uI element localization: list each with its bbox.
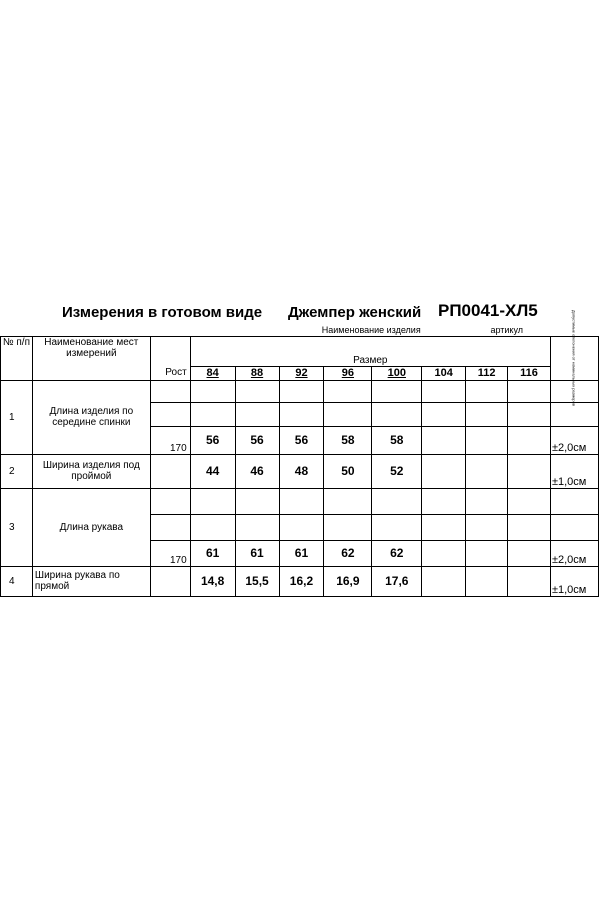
measurement-sheet — [0, 298, 599, 596]
value-cell: 62 — [372, 540, 422, 566]
value-cell: 17,6 — [372, 566, 422, 596]
value-cell: 48 — [279, 454, 324, 488]
product-code: РП0041-ХЛ5 — [438, 301, 538, 320]
size-104: 104 — [422, 366, 466, 380]
value-cell: 14,8 — [190, 566, 235, 596]
value-cell: 46 — [235, 454, 279, 488]
size-88: 88 — [235, 366, 279, 380]
value-cell: 16,9 — [324, 566, 372, 596]
value-cell: 62 — [324, 540, 372, 566]
article-caption: артикул — [490, 324, 524, 335]
value-cell: 58 — [324, 426, 372, 454]
header-tolerance: Допустимые отклонения от номинальных размеров — [550, 336, 598, 380]
value-cell: 15,5 — [235, 566, 279, 596]
table-row — [1, 380, 599, 402]
table-row — [1, 488, 599, 514]
size-100: 100 — [372, 366, 422, 380]
tolerance-cell: ±1,0см — [550, 454, 598, 488]
value-cell: 50 — [324, 454, 372, 488]
value-cell: 56 — [279, 426, 324, 454]
product-title: Джемпер женский — [288, 304, 422, 321]
product-name-caption: Наименование изделия — [321, 324, 421, 335]
value-cell: 56 — [235, 426, 279, 454]
measurements-title: Измерения в готовом виде — [62, 304, 263, 321]
value-cell: 58 — [372, 426, 422, 454]
value-cell: 61 — [279, 540, 324, 566]
size-96: 96 — [324, 366, 372, 380]
tolerance-cell: ±2,0см — [550, 426, 598, 454]
value-cell: 61 — [190, 540, 235, 566]
row-name: Длина рукава — [32, 488, 150, 566]
row-name: Длина изделия по середине спинки — [32, 380, 150, 454]
header-number: № п/п — [1, 336, 33, 380]
row-number: 3 — [1, 488, 33, 566]
row-number: 4 — [1, 566, 33, 596]
size-116: 116 — [508, 366, 551, 380]
row-number: 1 — [1, 380, 33, 454]
row-number: 2 — [1, 454, 33, 488]
table-row — [1, 454, 599, 488]
tolerance-cell: ±2,0см — [550, 540, 598, 566]
header-place: Наименование мест измерений — [32, 336, 150, 380]
header-size: Размер — [190, 336, 550, 366]
size-84: 84 — [190, 366, 235, 380]
row-name: Ширина рукава по прямой — [32, 566, 150, 596]
row-height: 170 — [150, 426, 190, 454]
value-cell: 52 — [372, 454, 422, 488]
value-cell: 61 — [235, 540, 279, 566]
value-cell: 44 — [190, 454, 235, 488]
header-height: Рост — [150, 366, 190, 380]
size-92: 92 — [279, 366, 324, 380]
size-112: 112 — [466, 366, 508, 380]
row-name: Ширина изделия под проймой — [32, 454, 150, 488]
value-cell: 16,2 — [279, 566, 324, 596]
tolerance-cell: ±1,0см — [550, 566, 598, 596]
value-cell: 56 — [190, 426, 235, 454]
table-row — [1, 566, 599, 596]
row-height: 170 — [150, 540, 190, 566]
